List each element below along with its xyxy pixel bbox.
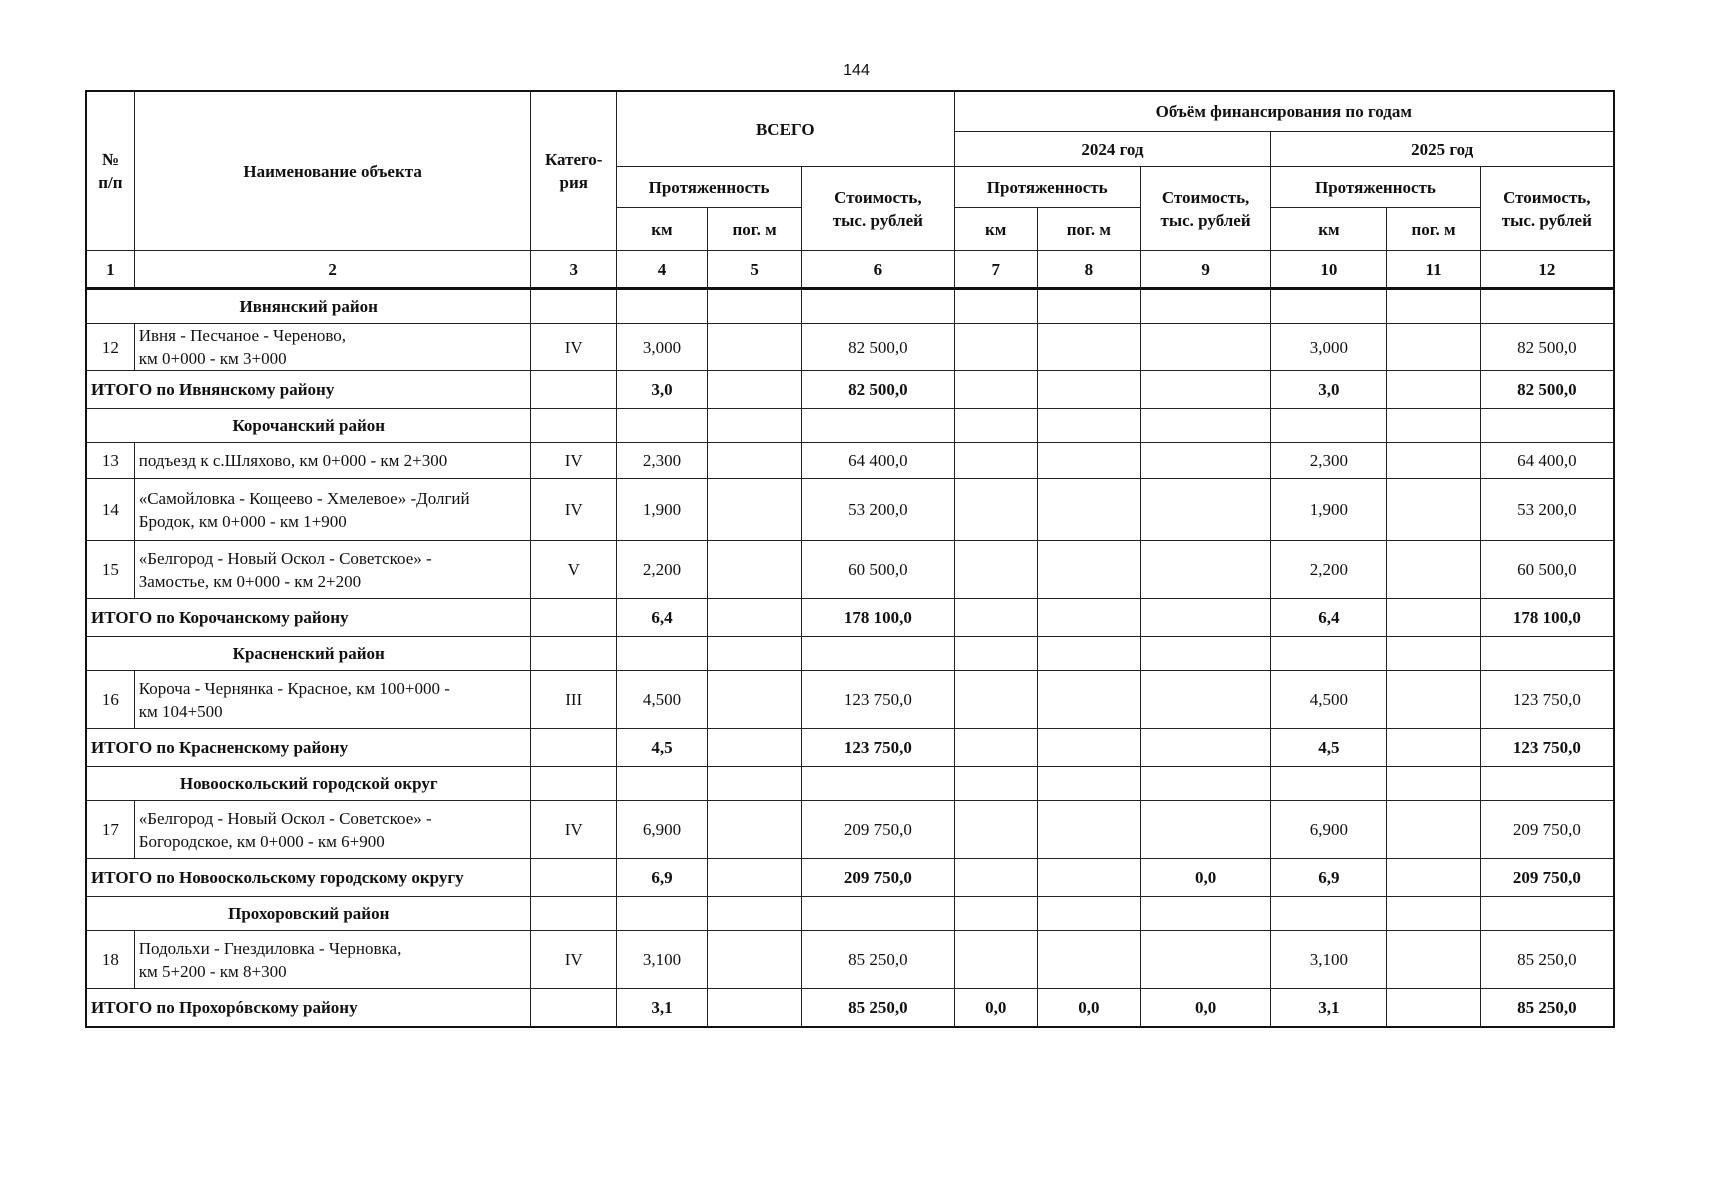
district-row [86,897,1614,931]
total-cost-cell: 123 750,0 [802,729,954,767]
empty-cell [1480,637,1614,671]
column-number: 10 [1271,251,1387,289]
cost-total-cell: 60 500,0 [802,541,954,599]
category-cell: IV [531,443,616,479]
category-cell: IV [531,801,616,859]
empty-cell [802,289,954,324]
total-km-2025-cell: 3,1 [1271,989,1387,1028]
total-km-2025-cell: 6,4 [1271,599,1387,637]
empty-cell [802,637,954,671]
cost-2024-cell [1140,801,1270,859]
total-km-cell: 4,5 [616,729,707,767]
empty-cell [1480,289,1614,324]
km-total-cell: 1,900 [616,479,707,541]
table-row [86,801,1614,859]
cost-2025-cell: 82 500,0 [1480,324,1614,371]
empty-cell [707,767,801,801]
empty-cell [1387,859,1480,897]
empty-cell [707,989,801,1028]
empty-cell [616,897,707,931]
table-row [86,671,1614,729]
empty-cell [616,409,707,443]
total-cost-2025-cell: 82 500,0 [1480,371,1614,409]
km-2025-cell: 4,500 [1271,671,1387,729]
total-pogm-2024-cell: 0,0 [1037,989,1140,1028]
object-name: подъезд к с.Шляхово, км 0+000 - км 2+300 [134,443,531,479]
km-2024-cell [954,671,1037,729]
km-total-cell: 2,300 [616,443,707,479]
column-number: 3 [531,251,616,289]
district-row [86,409,1614,443]
object-name: «Белгород - Новый Оскол - Советское» - Замостье, км 0+000 - км 2+200 [134,541,531,599]
total-km-2024-cell [954,729,1037,767]
empty-cell [1140,409,1270,443]
empty-cell [954,767,1037,801]
category-cell: V [531,541,616,599]
header-year-2025: 2025 год [1271,132,1614,167]
empty-cell [531,859,616,897]
empty-cell [1037,637,1140,671]
empty-cell [802,409,954,443]
column-number: 11 [1387,251,1480,289]
empty-cell [1480,897,1614,931]
header-length-2025: Протяженность [1271,167,1480,208]
column-number: 9 [1140,251,1270,289]
header-pogm-2024: пог. м [1037,208,1140,251]
pogm-2025-cell [1387,479,1480,541]
total-cost-2025-cell: 209 750,0 [1480,859,1614,897]
total-cost-2025-cell: 178 100,0 [1480,599,1614,637]
empty-cell [531,599,616,637]
empty-cell [1271,409,1387,443]
total-cost-2024-cell [1140,729,1270,767]
column-number: 8 [1037,251,1140,289]
empty-cell [531,637,616,671]
total-km-2024-cell: 0,0 [954,989,1037,1028]
pogm-total-cell [707,541,801,599]
district-row [86,767,1614,801]
object-name: Подольхи - Гнездиловка - Черновка, км 5+200 - км 8+300 [134,931,531,989]
pogm-2025-cell [1387,443,1480,479]
empty-cell [707,371,801,409]
cost-2025-cell: 53 200,0 [1480,479,1614,541]
km-total-cell: 6,900 [616,801,707,859]
total-cost-2025-cell: 85 250,0 [1480,989,1614,1028]
empty-cell [802,767,954,801]
page-number: 144 [843,62,870,79]
district-name: Корочанский район [86,409,531,443]
district-row [86,289,1614,324]
header-cost-2024: Стоимость, тыс. рублей [1140,167,1270,251]
table-row [86,931,1614,989]
row-number: 14 [86,479,134,541]
total-pogm-2024-cell [1037,729,1140,767]
pogm-total-cell [707,801,801,859]
financing-table [85,90,1615,1028]
row-number: 15 [86,541,134,599]
empty-cell [616,637,707,671]
km-total-cell: 3,000 [616,324,707,371]
empty-cell [707,637,801,671]
total-cost-2024-cell: 0,0 [1140,989,1270,1028]
total-cost-2024-cell: 0,0 [1140,859,1270,897]
header-length-2024: Протяженность [954,167,1140,208]
empty-cell [1387,637,1480,671]
empty-cell [1037,289,1140,324]
row-number: 17 [86,801,134,859]
cost-2024-cell [1140,931,1270,989]
empty-cell [802,897,954,931]
header-category: Катего- рия [531,91,616,251]
column-number: 2 [134,251,531,289]
total-label: ИТОГО по Корочанскому району [86,599,531,637]
total-row [86,729,1614,767]
pogm-2025-cell [1387,541,1480,599]
cost-total-cell: 53 200,0 [802,479,954,541]
row-number: 13 [86,443,134,479]
row-number: 18 [86,931,134,989]
pogm-total-cell [707,324,801,371]
pogm-2024-cell [1037,801,1140,859]
empty-cell [1387,599,1480,637]
column-number: 1 [86,251,134,289]
empty-cell [1387,371,1480,409]
empty-cell [1387,729,1480,767]
pogm-2024-cell [1037,541,1140,599]
cost-total-cell: 85 250,0 [802,931,954,989]
column-number: 7 [954,251,1037,289]
header-financing: Объём финансирования по годам [954,91,1614,132]
km-2024-cell [954,801,1037,859]
table-body [86,289,1614,1028]
object-name: Ивня - Песчаное - Череново, км 0+000 - км 3+000 [134,324,531,371]
column-number: 4 [616,251,707,289]
pogm-2024-cell [1037,671,1140,729]
row-number: 12 [86,324,134,371]
cost-2024-cell [1140,443,1270,479]
total-label: ИТОГО по Ивнянскому району [86,371,531,409]
pogm-2025-cell [1387,931,1480,989]
column-number: 12 [1480,251,1614,289]
empty-cell [954,897,1037,931]
empty-cell [616,289,707,324]
empty-cell [531,767,616,801]
empty-cell [1271,637,1387,671]
empty-cell [1140,767,1270,801]
header-km-2025: км [1271,208,1387,251]
empty-cell [954,637,1037,671]
total-km-cell: 6,9 [616,859,707,897]
header-year-2024: 2024 год [954,132,1271,167]
column-numbers-row [86,251,1614,289]
total-cost-2024-cell [1140,599,1270,637]
total-cost-cell: 85 250,0 [802,989,954,1028]
total-label: ИТОГО по Прохорóвскому району [86,989,531,1028]
empty-cell [707,897,801,931]
pogm-2025-cell [1387,801,1480,859]
district-name: Новооскольский городской округ [86,767,531,801]
category-cell: IV [531,479,616,541]
header-pogm-2025: пог. м [1387,208,1480,251]
pogm-total-cell [707,443,801,479]
column-number: 5 [707,251,801,289]
total-label: ИТОГО по Красненскому району [86,729,531,767]
cost-total-cell: 123 750,0 [802,671,954,729]
empty-cell [1140,897,1270,931]
total-km-2024-cell [954,599,1037,637]
empty-cell [1387,409,1480,443]
header-km-2024: км [954,208,1037,251]
total-km-cell: 3,1 [616,989,707,1028]
header-pogm-total: пог. м [707,208,801,251]
empty-cell [1480,409,1614,443]
cost-2024-cell [1140,671,1270,729]
empty-cell [531,409,616,443]
km-2024-cell [954,931,1037,989]
total-cost-2025-cell: 123 750,0 [1480,729,1614,767]
empty-cell [1271,897,1387,931]
empty-cell [1140,637,1270,671]
empty-cell [616,767,707,801]
header-cost-2025: Стоимость, тыс. рублей [1480,167,1614,251]
km-2024-cell [954,443,1037,479]
cost-2025-cell: 85 250,0 [1480,931,1614,989]
total-row [86,599,1614,637]
km-2025-cell: 2,300 [1271,443,1387,479]
pogm-2024-cell [1037,443,1140,479]
empty-cell [1387,989,1480,1028]
km-2025-cell: 1,900 [1271,479,1387,541]
cost-2024-cell [1140,479,1270,541]
total-cost-cell: 178 100,0 [802,599,954,637]
pogm-2024-cell [1037,324,1140,371]
km-2025-cell: 2,200 [1271,541,1387,599]
empty-cell [1271,289,1387,324]
header-num: № п/п [86,91,134,251]
cost-2025-cell: 60 500,0 [1480,541,1614,599]
empty-cell [1480,767,1614,801]
object-name: «Белгород - Новый Оскол - Советское» - Богородское, км 0+000 - км 6+900 [134,801,531,859]
empty-cell [1271,767,1387,801]
total-cost-2024-cell [1140,371,1270,409]
empty-cell [707,409,801,443]
empty-cell [954,289,1037,324]
empty-cell [707,729,801,767]
empty-cell [1387,767,1480,801]
km-2025-cell: 6,900 [1271,801,1387,859]
cost-total-cell: 64 400,0 [802,443,954,479]
total-km-2024-cell [954,859,1037,897]
empty-cell [954,409,1037,443]
cost-2024-cell [1140,541,1270,599]
district-row [86,637,1614,671]
district-name: Красненский район [86,637,531,671]
cost-2025-cell: 123 750,0 [1480,671,1614,729]
km-2024-cell [954,541,1037,599]
total-km-cell: 6,4 [616,599,707,637]
cost-2024-cell [1140,324,1270,371]
table-row [86,479,1614,541]
table-header [86,91,1614,289]
cost-2025-cell: 64 400,0 [1480,443,1614,479]
column-number: 6 [802,251,954,289]
pogm-total-cell [707,931,801,989]
empty-cell [531,289,616,324]
category-cell: IV [531,931,616,989]
pogm-total-cell [707,479,801,541]
total-row [86,371,1614,409]
empty-cell [1037,897,1140,931]
km-2025-cell: 3,100 [1271,931,1387,989]
table-row [86,324,1614,371]
km-2025-cell: 3,000 [1271,324,1387,371]
total-cost-cell: 209 750,0 [802,859,954,897]
total-label: ИТОГО по Новооскольскому городскому округу [86,859,531,897]
header-name: Наименование объекта [134,91,531,251]
empty-cell [1037,409,1140,443]
km-total-cell: 3,100 [616,931,707,989]
empty-cell [531,729,616,767]
total-row [86,859,1614,897]
object-name: «Самойловка - Кощеево - Хмелевое» -Долгий Бродок, км 0+000 - км 1+900 [134,479,531,541]
header-cost-total: Стоимость, тыс. рублей [802,167,954,251]
empty-cell [1387,897,1480,931]
total-row [86,989,1614,1028]
total-cost-cell: 82 500,0 [802,371,954,409]
total-pogm-2024-cell [1037,599,1140,637]
empty-cell [1037,767,1140,801]
empty-cell [1387,289,1480,324]
total-km-2025-cell: 3,0 [1271,371,1387,409]
total-km-2024-cell [954,371,1037,409]
empty-cell [707,859,801,897]
total-pogm-2024-cell [1037,859,1140,897]
empty-cell [707,599,801,637]
empty-cell [531,371,616,409]
header-length-total: Протяженность [616,167,801,208]
table-row [86,541,1614,599]
total-km-2025-cell: 4,5 [1271,729,1387,767]
empty-cell [531,989,616,1028]
total-km-2025-cell: 6,9 [1271,859,1387,897]
total-km-cell: 3,0 [616,371,707,409]
km-total-cell: 2,200 [616,541,707,599]
cost-2025-cell: 209 750,0 [1480,801,1614,859]
district-name: Ивнянский район [86,289,531,324]
pogm-2025-cell [1387,671,1480,729]
pogm-2025-cell [1387,324,1480,371]
cost-total-cell: 82 500,0 [802,324,954,371]
row-number: 16 [86,671,134,729]
category-cell: IV [531,324,616,371]
header-total: ВСЕГО [616,91,954,167]
empty-cell [707,289,801,324]
table-row [86,443,1614,479]
pogm-2024-cell [1037,931,1140,989]
km-2024-cell [954,479,1037,541]
km-total-cell: 4,500 [616,671,707,729]
cost-total-cell: 209 750,0 [802,801,954,859]
header-km-total: км [616,208,707,251]
object-name: Короча - Чернянка - Красное, км 100+000 - км 104+500 [134,671,531,729]
empty-cell [1140,289,1270,324]
km-2024-cell [954,324,1037,371]
pogm-total-cell [707,671,801,729]
district-name: Прохоровский район [86,897,531,931]
total-pogm-2024-cell [1037,371,1140,409]
category-cell: III [531,671,616,729]
empty-cell [531,897,616,931]
pogm-2024-cell [1037,479,1140,541]
